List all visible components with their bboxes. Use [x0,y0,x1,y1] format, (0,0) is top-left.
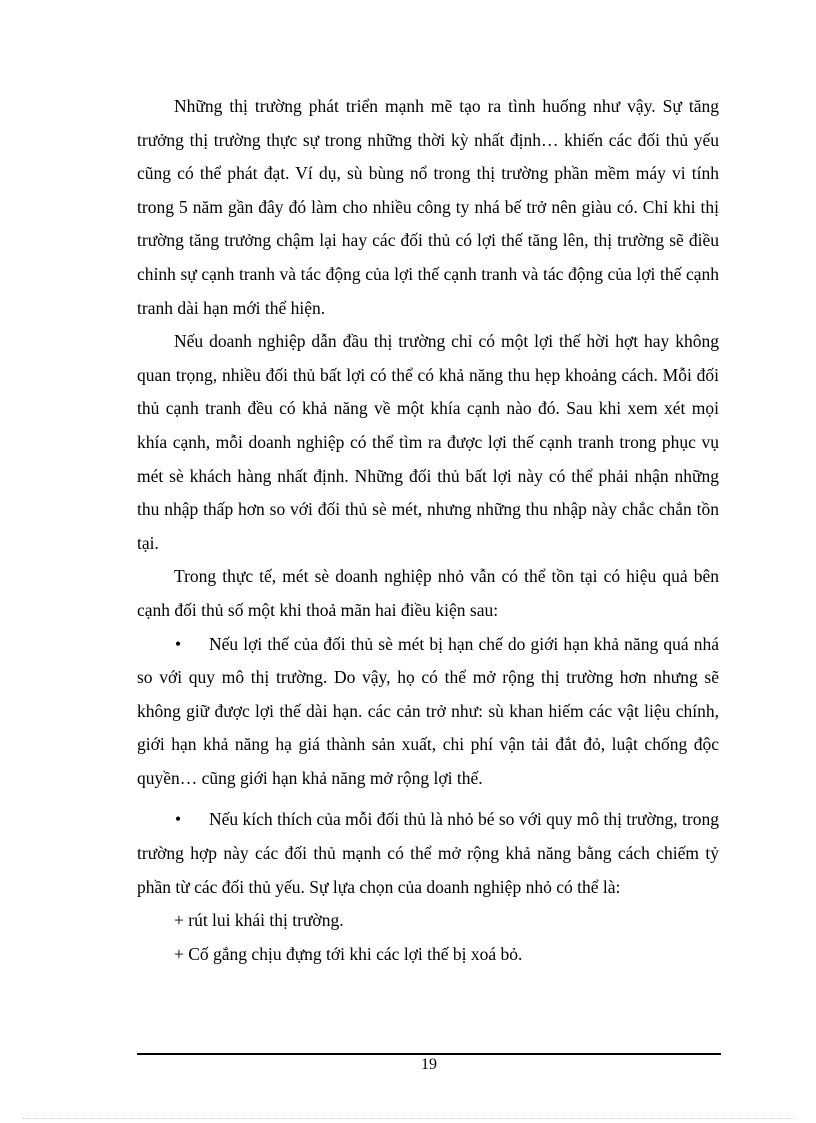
bullet-icon: • [175,809,182,830]
spacer [137,795,719,803]
paragraph: Những thị trường phát triển mạnh mẽ tạo ra tình huống như vậy. Sự tăng trưởng thị trường thực sự trong những thời kỳ nhất định… khiến các đối thủ yếu cũng có thể phát đạt. Ví dụ, sù bùng nổ trong thị trường phần mềm máy vi tính trong 5 năm gần đây đó làm cho nhiều công ty nhá bế trở nên giàu có. Chỉ khi thị trường tăng trưởng chậm lại hay các đối thủ có lợi thế tăng lên, thị trường sẽ điều chỉnh sự cạnh tranh và tác động của lợi thế cạnh tranh và tác động của lợi thế cạnh tranh dài hạn mới thể hiện. [137,96,719,318]
option-line: + rút lui khái thị trường. [174,910,344,931]
body-text [137,90,719,971]
option-line: + Cố gắng chịu đựng tới khi các lợi thế bị xoá bỏ. [174,943,523,964]
bullet-icon: • [175,633,182,654]
bullet-text: Nếu kích thích của mỗi đối thủ là nhỏ bé so với quy mô thị trường, trong trường hợp này các đối thủ mạnh có thể mở rộng khả năng bằng cách chiếm tỷ phần từ các đối thủ yếu. Sự lựa chọn của doanh nghiệp nhỏ có thể là: [137,809,719,897]
paragraph: Nếu doanh nghiệp dẫn đầu thị trường chỉ có một lợi thế hời hợt hay không quan trọng, nhiều đối thủ bất lợi có thể có khả năng thu hẹp khoảng cách. Mỗi đối thủ cạnh tranh đều có khả năng về một khía cạnh nào đó. Sau khi xem xét mọi khía cạnh, mỗi doanh nghiệp có thể tìm ra được lợi thế cạnh tranh trong phục vụ mét sè khách hàng nhất định. Những đối thủ bất lợi này có thể phải nhận những thu nhập thấp hơn so với đối thủ sè mét, nhưng những thu nhập này chắc chắn tồn tại. [137,331,719,553]
bullet-text: Nếu lợi thế của đối thủ sè mét bị hạn chế do giới hạn khả năng quá nhá so với quy mô thị trường. Do vậy, họ có thể mở rộng thị trường hơn nhưng sẽ không giữ được lợi thế dài hạn. các cản trở như: sù khan hiếm các vật liệu chính, giới hạn khả năng hạ giá thành sản xuất, chi phí vận tải đắt đỏ, luật chống độc quyền… cũng giới hạn khả năng mở rộng lợi thế. [137,633,719,788]
bullet-item [137,803,719,904]
bullet-item [137,628,719,796]
page-edge-divider [22,1118,794,1119]
paragraph: Trong thực tế, mét sè doanh nghiệp nhỏ vẫn có thể tồn tại có hiệu quả bên cạnh đối thủ số một khi thoả mãn hai điều kiện sau: [137,566,719,620]
page-number: 19 [421,1056,437,1073]
